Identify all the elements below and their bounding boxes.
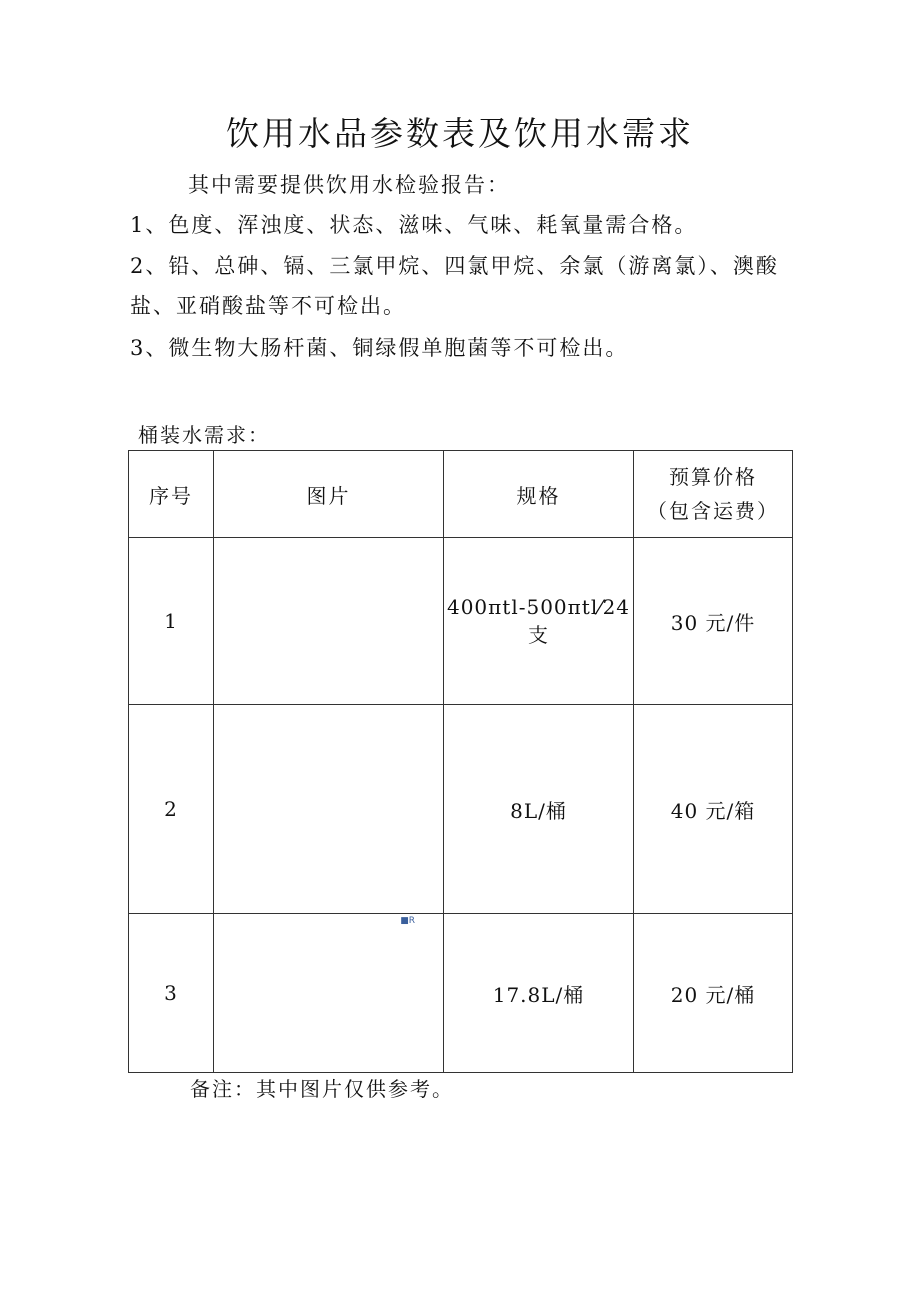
header-no xyxy=(129,451,214,538)
header-spec-label: 规格 xyxy=(516,483,561,508)
cell-no xyxy=(129,538,214,705)
requirement-3: 3、微生物大肠杆菌、铜绿假单胞菌等不可检出。 xyxy=(130,336,629,360)
table-row xyxy=(129,705,793,914)
water-requirement-table xyxy=(128,450,793,1073)
row-price: 30 元/件 xyxy=(670,610,756,635)
header-no-label: 序号 xyxy=(149,483,193,508)
table-header-row xyxy=(129,451,793,538)
cell-image xyxy=(214,914,444,1073)
cell-spec xyxy=(444,914,634,1073)
row-number: 2 xyxy=(164,797,178,821)
header-price xyxy=(634,451,793,538)
header-price-note: （包含运费） xyxy=(647,499,779,523)
requirement-1: 1、色度、浑浊度、状态、滋味、气味、耗氧量需合格。 xyxy=(130,213,698,237)
cell-image xyxy=(214,538,444,705)
header-image-label: 图片 xyxy=(306,483,351,508)
image-placeholder-mark: ■R xyxy=(400,916,415,926)
header-image xyxy=(214,451,444,538)
cell-no xyxy=(129,705,214,914)
cell-price xyxy=(634,705,793,914)
row-price: 40 元/箱 xyxy=(670,798,756,823)
document-title: 饮用水品参数表及饮用水需求 xyxy=(226,114,694,153)
cell-price xyxy=(634,538,793,705)
cell-price xyxy=(634,914,793,1073)
row-spec: 400πtl-500πtl⁄24 支 xyxy=(446,594,631,647)
cell-spec xyxy=(444,705,634,914)
footnote: 备注：其中图片仅供参考。 xyxy=(190,1077,454,1101)
requirement-2: 2、铅、总砷、镉、三氯甲烷、四氯甲烷、余氯（游离氯）、澳酸盐、亚硝酸盐等不可检出。 xyxy=(130,254,779,318)
row-number: 1 xyxy=(164,609,178,633)
header-spec xyxy=(444,451,634,538)
table-row xyxy=(129,538,793,705)
table-row xyxy=(129,914,793,1073)
intro-text: 其中需要提供饮用水检验报告： xyxy=(188,173,510,197)
row-spec: 8L/桶 xyxy=(510,798,567,823)
row-number: 3 xyxy=(164,981,178,1005)
table-caption: 桶装水需求： xyxy=(138,423,270,447)
row-price: 20 元/桶 xyxy=(670,982,756,1007)
cell-spec xyxy=(444,538,634,705)
header-price-label: 预算价格 xyxy=(669,465,757,489)
cell-no xyxy=(129,914,214,1073)
cell-image xyxy=(214,705,444,914)
row-spec: 17.8L/桶 xyxy=(492,982,585,1007)
